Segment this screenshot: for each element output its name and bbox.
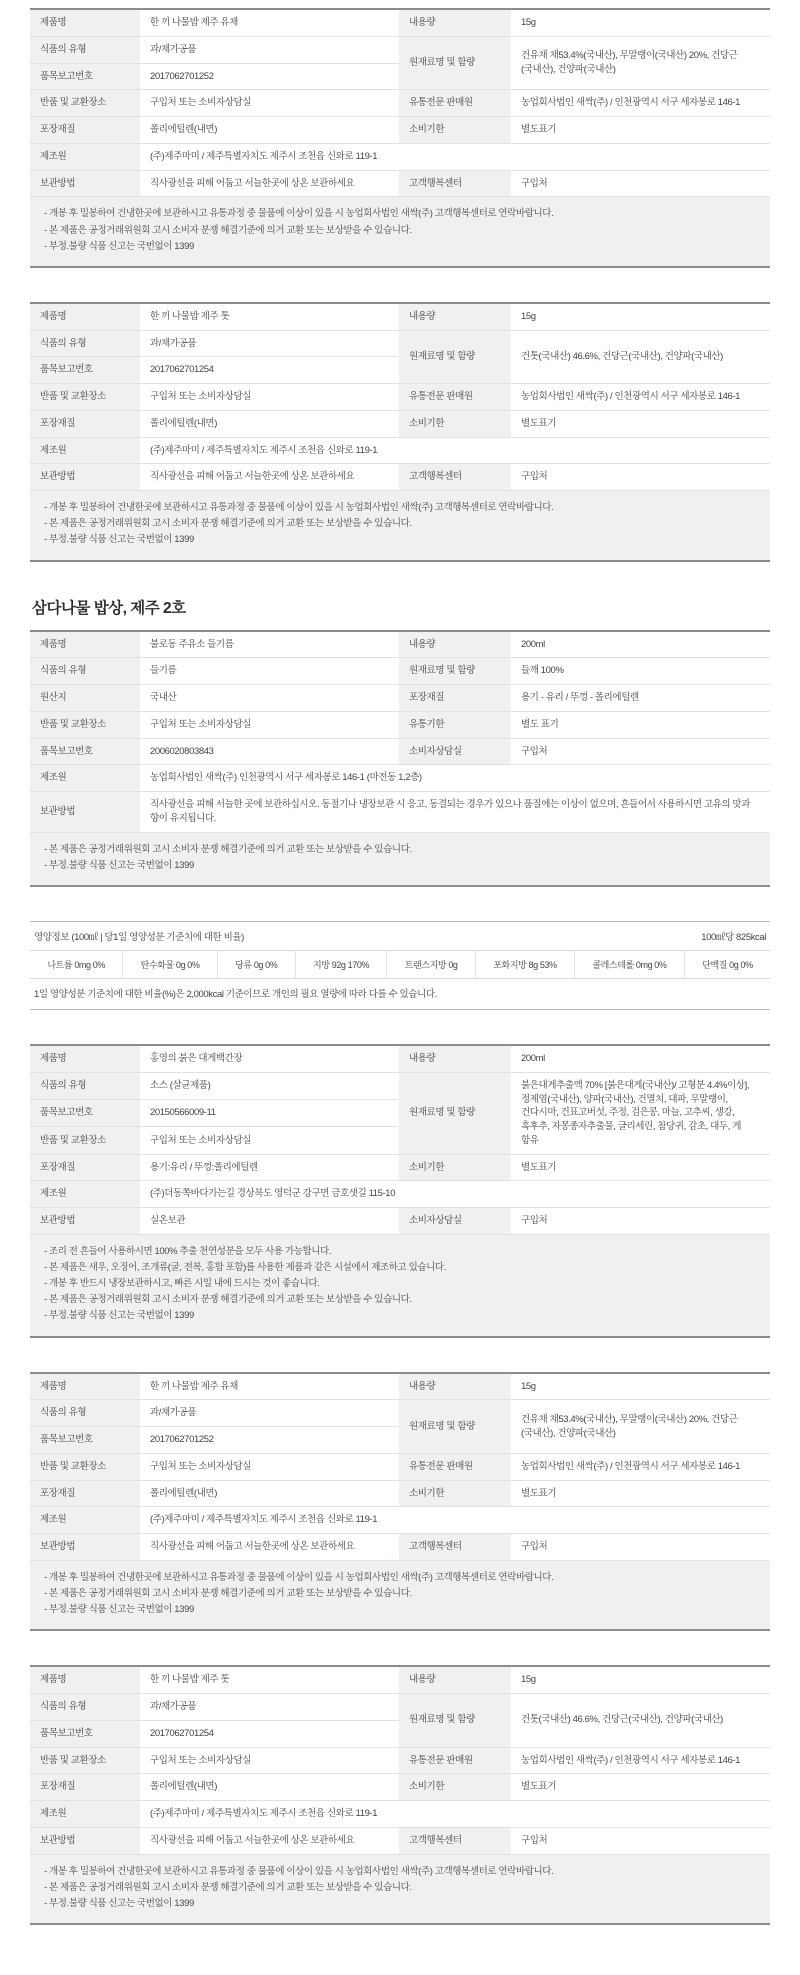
- value-food-type: 과/채가공품: [140, 1694, 399, 1721]
- value-ingredients: 붉은대게추출액 70% [붉은대게(국내산)/ 고형분 4.4%이상], 정제염(국내산), 양파(국내산), 건멸치, 대파, 무말랭이, 건다시마, 건표고버섯, 주정, 검은콩, 마늘, 고추씨, 생강, 흑후추, 자몽종자추출물, 글리세린, 참당귀, 감초, 대두, 게 함유: [511, 1072, 770, 1154]
- table-row: [30, 330, 770, 357]
- label-expiry: 소비기한: [399, 1154, 511, 1181]
- value-return-place: 구입처 또는 소비자상담실: [140, 384, 399, 411]
- value-expiry: 별도표기: [511, 117, 770, 144]
- label-package: 포장재질: [30, 1480, 140, 1507]
- value-food-type: 과/채가공품: [140, 330, 399, 357]
- table-row: [30, 1694, 770, 1721]
- label-return-place: 반품 및 교환장소: [30, 90, 140, 117]
- label-storage: 보관방법: [30, 1827, 140, 1854]
- value-volume: 15g: [511, 9, 770, 36]
- spec-table: [30, 1665, 770, 1854]
- label-report-no: 품목보고번호: [30, 63, 140, 90]
- spec-table: [30, 8, 770, 197]
- page-title: 삼다나물 밥상, 제주 2호: [32, 599, 186, 617]
- spec-table: [30, 1044, 770, 1235]
- label-return-place: 반품 및 교환장소: [30, 1747, 140, 1774]
- label-return-place: 반품 및 교환장소: [30, 711, 140, 738]
- label-ingredients: 원재료명 및 함량: [399, 1694, 511, 1748]
- label-package: 포장재질: [30, 1774, 140, 1801]
- value-ingredients: 건유채 채53.4%(국내산), 무말랭이(국내산) 20%, 건당근(국내산), 건양파(국내산): [511, 36, 770, 90]
- nutrition-facts: [30, 921, 770, 1010]
- table-row: [30, 711, 770, 738]
- table-row: [30, 437, 770, 464]
- label-report-no: 품목보고번호: [30, 357, 140, 384]
- label-maker: 제조원: [30, 1181, 140, 1208]
- nutrition-item: 나트륨 0mg 0%: [30, 951, 123, 978]
- value-maker: (주)더동쪽바다가는길 경상북도 영덕군 강구면 금호샛길 115-10: [140, 1181, 770, 1208]
- label-ingredients: 원재료명 및 함량: [399, 36, 511, 90]
- value-product-name: 한 끼 나물밥 제주 유채: [140, 1373, 399, 1400]
- value-product-name: 불로동 주유소 들기름: [140, 631, 399, 658]
- label-customer-center: 고객행복센터: [399, 170, 511, 197]
- note-line: - 개봉 후 밀봉하여 건냉한곳에 보관하시고 유통과정 중 물품에 이상이 있을 시 농업회사법인 새싹(주) 고객행복센터로 연락바랍니다.: [44, 1571, 554, 1583]
- product-block-daegae-baekganjang: [30, 1044, 770, 1338]
- nutrition-item: 당류 0g 0%: [218, 951, 296, 978]
- note-line: - 부정.불량 식품 신고는 국번없이 1399: [44, 1897, 194, 1909]
- product-block-jeju-tot-repeat: [30, 1665, 770, 1925]
- note-line: - 본 제품은 새우, 오징어, 조개류(굴, 전복, 홍합 포함)를 사용한 제품과 같은 시설에서 제조하고 있습니다.: [44, 1262, 446, 1273]
- label-storage: 보관방법: [30, 1208, 140, 1235]
- label-product-name: 제품명: [30, 1373, 140, 1400]
- value-consumer-desk: 구입처: [511, 738, 770, 765]
- note-line: - 부정.불량 식품 신고는 국번없이 1399: [44, 240, 194, 252]
- product-block-jeju-tot: [30, 302, 770, 562]
- table-row: [30, 631, 770, 658]
- label-package: 포장재질: [30, 410, 140, 437]
- table-row: [30, 792, 770, 833]
- table-row: [30, 1154, 770, 1181]
- value-maker: (주)제주마미 / 제주특별자치도 제주시 조천읍 신와로 119-1: [140, 437, 770, 464]
- table-row: [30, 1453, 770, 1480]
- nutrition-row: [30, 951, 770, 979]
- product-notes: [30, 833, 770, 887]
- product-notes: [30, 491, 770, 561]
- label-storage: 보관방법: [30, 464, 140, 491]
- label-volume: 내용량: [399, 1045, 511, 1072]
- spec-table: [30, 302, 770, 491]
- table-row: [30, 9, 770, 36]
- value-return-place: 구입처 또는 소비자상담실: [140, 90, 399, 117]
- table-row: [30, 36, 770, 63]
- value-report-no: 20150566009-11: [140, 1100, 399, 1127]
- value-customer-center: 구입처: [511, 1534, 770, 1561]
- value-maker: (주)제주마미 / 제주특별자치도 제주시 조천읍 신와로 119-1: [140, 1507, 770, 1534]
- label-storage: 보관방법: [30, 792, 140, 833]
- value-report-no: 2017062701252: [140, 63, 399, 90]
- value-report-no: 2006020803843: [140, 738, 399, 765]
- label-food-type: 식품의 유형: [30, 1400, 140, 1427]
- table-row: [30, 1480, 770, 1507]
- label-volume: 내용량: [399, 1373, 511, 1400]
- label-expiry: 소비기한: [399, 410, 511, 437]
- table-row: [30, 1801, 770, 1828]
- product-block-deulgireum: [30, 630, 770, 887]
- label-return-place: 반품 및 교환장소: [30, 384, 140, 411]
- label-food-type: 식품의 유형: [30, 658, 140, 685]
- table-row: [30, 765, 770, 792]
- label-customer-center: 고객행복센터: [399, 1534, 511, 1561]
- label-volume: 내용량: [399, 631, 511, 658]
- value-shelf-life: 별도 표기: [511, 711, 770, 738]
- spec-table: [30, 630, 770, 833]
- value-volume: 15g: [511, 1666, 770, 1693]
- table-row: [30, 143, 770, 170]
- nutrition-item: 지방 92g 170%: [296, 951, 388, 978]
- product-block-jeju-yuchae: [30, 8, 770, 268]
- note-line: - 본 제품은 공정거래위원회 고시 소비자 분쟁 해결기준에 의거 교환 또는 보상받을 수 있습니다.: [44, 518, 412, 530]
- table-row: [30, 90, 770, 117]
- nutrition-calories: 100㎖당 825kcal: [701, 931, 766, 943]
- value-food-type: 과/채가공품: [140, 1400, 399, 1427]
- label-ingredients: 원재료명 및 함량: [399, 330, 511, 384]
- nutrition-item: 트랜스지방 0g: [387, 951, 475, 978]
- value-volume: 200ml: [511, 631, 770, 658]
- label-return-place: 반품 및 교환장소: [30, 1127, 140, 1154]
- value-package: 폴리에틸렌(내면): [140, 1480, 399, 1507]
- value-storage: 직사광선을 피해 어둡고 서늘한곳에 상온 보관하세요: [140, 170, 399, 197]
- label-food-type: 식품의 유형: [30, 1694, 140, 1721]
- label-storage: 보관방법: [30, 170, 140, 197]
- nutrition-header: [30, 921, 770, 951]
- label-product-name: 제품명: [30, 1045, 140, 1072]
- label-report-no: 품목보고번호: [30, 1100, 140, 1127]
- note-line: - 개봉 후 밀봉하여 건냉한곳에 보관하시고 유통과정 중 물품에 이상이 있을 시 농업회사법인 새싹(주) 고객행복센터로 연락바랍니다.: [44, 1865, 554, 1877]
- value-expiry: 별도표기: [511, 1480, 770, 1507]
- value-volume: 15g: [511, 1373, 770, 1400]
- product-block-jeju-yuchae-repeat: [30, 1372, 770, 1632]
- table-row: [30, 1072, 770, 1099]
- label-customer-center: 고객행복센터: [399, 464, 511, 491]
- note-line: - 부정.불량 식품 신고는 국번없이 1399: [44, 859, 194, 871]
- label-expiry: 소비기한: [399, 1774, 511, 1801]
- table-row: [30, 410, 770, 437]
- label-ingredients: 원재료명 및 함량: [399, 658, 511, 685]
- label-product-name: 제품명: [30, 303, 140, 330]
- label-expiry: 소비기한: [399, 117, 511, 144]
- value-product-name: 한 끼 나물밥 제주 유채: [140, 9, 399, 36]
- label-expiry: 소비기한: [399, 1480, 511, 1507]
- table-row: [30, 1774, 770, 1801]
- label-package: 포장재질: [30, 1154, 140, 1181]
- value-ingredients: 건유채 채53.4%(국내산), 무말랭이(국내산) 20%, 건당근(국내산), 건양파(국내산): [511, 1400, 770, 1454]
- table-row: [30, 170, 770, 197]
- value-storage: 실온보관: [140, 1208, 399, 1235]
- note-line: - 개봉 후 밀봉하여 건냉한곳에 보관하시고 유통과정 중 물품에 이상이 있을 시 농업회사법인 새싹(주) 고객행복센터로 연락바랍니다.: [44, 502, 554, 514]
- table-row: [30, 1045, 770, 1072]
- value-distributor: 농업회사법인 새싹(주) / 인천광역시 서구 세자봉로 146-1: [511, 1453, 770, 1480]
- table-row: [30, 303, 770, 330]
- value-distributor: 농업회사법인 새싹(주) / 인천광역시 서구 세자봉로 146-1: [511, 1747, 770, 1774]
- nutrition-item: 포화지방 8g 53%: [476, 951, 575, 978]
- label-ingredients: 원재료명 및 함량: [399, 1072, 511, 1154]
- label-volume: 내용량: [399, 303, 511, 330]
- label-maker: 제조원: [30, 437, 140, 464]
- table-row: [30, 384, 770, 411]
- label-ingredients: 원재료명 및 함량: [399, 1400, 511, 1454]
- value-report-no: 2017062701254: [140, 357, 399, 384]
- note-line: - 본 제품은 공정거래위원회 고시 소비자 분쟁 해결기준에 의거 교환 또는 보상받을 수 있습니다.: [44, 1881, 412, 1893]
- label-distributor: 유통전문 판매원: [399, 384, 511, 411]
- value-return-place: 구입처 또는 소비자상담실: [140, 1747, 399, 1774]
- value-customer-center: 구입처: [511, 1827, 770, 1854]
- note-line: - 부정.불량 식품 신고는 국번없이 1399: [44, 1310, 194, 1322]
- value-package: 폴리에틸렌(내면): [140, 410, 399, 437]
- label-food-type: 식품의 유형: [30, 1072, 140, 1099]
- table-row: [30, 658, 770, 685]
- label-shelf-life: 유통기한: [399, 711, 511, 738]
- value-expiry: 별도표기: [511, 1154, 770, 1181]
- table-row: [30, 1507, 770, 1534]
- value-report-no: 2017062701254: [140, 1720, 399, 1747]
- value-customer-center: 구입처: [511, 464, 770, 491]
- value-maker: (주)제주마미 / 제주특별자치도 제주시 조천읍 신와로 119-1: [140, 143, 770, 170]
- product-notes: [30, 1561, 770, 1631]
- label-product-name: 제품명: [30, 9, 140, 36]
- value-package: 용기:유리 / 뚜껑:폴리에틸렌: [140, 1154, 399, 1181]
- label-consumer-desk: 소비자상담실: [399, 738, 511, 765]
- note-line: - 부정.불량 식품 신고는 국번없이 1399: [44, 534, 194, 546]
- label-customer-center: 고객행복센터: [399, 1827, 511, 1854]
- label-package: 포장재질: [399, 685, 511, 712]
- value-food-type: 소스 (살균제품): [140, 1072, 399, 1099]
- value-return-place: 구입처 또는 소비자상담실: [140, 1453, 399, 1480]
- nutrition-item: 탄수화물 0g 0%: [123, 951, 217, 978]
- note-line: - 본 제품은 공정거래위원회 고시 소비자 분쟁 해결기준에 의거 교환 또는 보상받을 수 있습니다.: [44, 1294, 412, 1306]
- value-expiry: 별도표기: [511, 410, 770, 437]
- value-return-place: 구입처 또는 소비자상담실: [140, 1127, 399, 1154]
- label-volume: 내용량: [399, 9, 511, 36]
- value-maker: 농업회사법인 새싹(주) 인천광역시 서구 세자봉로 146-1 (마전동 1,2층): [140, 765, 770, 792]
- value-food-type: 과/채가공품: [140, 36, 399, 63]
- note-line: - 개봉 후 밀봉하여 건냉한곳에 보관하시고 유통과정 중 물품에 이상이 있을 시 농업회사법인 새싹(주) 고객행복센터로 연락바랍니다.: [44, 208, 554, 220]
- value-return-place: 구입처 또는 소비자상담실: [140, 711, 399, 738]
- table-row: [30, 1373, 770, 1400]
- label-origin: 원산지: [30, 685, 140, 712]
- table-row: [30, 1827, 770, 1854]
- nutrition-item: 단백질 0g 0%: [702, 959, 753, 970]
- value-product-name: 홍영의 붉은 대게백간장: [140, 1045, 399, 1072]
- value-consumer-desk: 구입처: [511, 1208, 770, 1235]
- label-maker: 제조원: [30, 765, 140, 792]
- label-maker: 제조원: [30, 143, 140, 170]
- value-package: 폴리에틸렌(내면): [140, 1774, 399, 1801]
- table-row: [30, 1400, 770, 1427]
- value-report-no: 2017062701252: [140, 1427, 399, 1454]
- label-report-no: 품목보고번호: [30, 1427, 140, 1454]
- value-maker: (주)제주마미 / 제주특별자치도 제주시 조천읍 신와로 119-1: [140, 1801, 770, 1828]
- label-maker: 제조원: [30, 1507, 140, 1534]
- table-row: [30, 117, 770, 144]
- value-volume: 200ml: [511, 1045, 770, 1072]
- label-volume: 내용량: [399, 1666, 511, 1693]
- product-notes: [30, 197, 770, 267]
- label-report-no: 품목보고번호: [30, 1720, 140, 1747]
- note-line: - 본 제품은 공정거래위원회 고시 소비자 분쟁 해결기준에 의거 교환 또는 보상받을 수 있습니다.: [44, 1588, 412, 1600]
- table-row: [30, 1181, 770, 1208]
- value-distributor: 농업회사법인 새싹(주) / 인천광역시 서구 세자봉로 146-1: [511, 384, 770, 411]
- label-report-no: 품목보고번호: [30, 738, 140, 765]
- value-ingredients: 건톳(국내산) 46.6%, 건당근(국내산), 건양파(국내산): [511, 1694, 770, 1748]
- value-product-name: 한 끼 나물밥 제주 톳: [140, 303, 399, 330]
- value-package: 용기 - 유리 / 뚜껑 - 폴리에틸렌: [511, 685, 770, 712]
- note-line: - 조리 전 흔들어 사용하시면 100% 추출 천연성분을 모두 사용 가능합니다.: [44, 1245, 332, 1257]
- label-food-type: 식품의 유형: [30, 330, 140, 357]
- label-product-name: 제품명: [30, 631, 140, 658]
- table-row: [30, 1747, 770, 1774]
- note-line: - 본 제품은 공정거래위원회 고시 소비자 분쟁 해결기준에 의거 교환 또는 보상받을 수 있습니다.: [44, 224, 412, 236]
- table-row: [30, 464, 770, 491]
- note-line: - 부정.불량 식품 신고는 국번없이 1399: [44, 1604, 194, 1616]
- label-storage: 보관방법: [30, 1534, 140, 1561]
- value-package: 폴리에틸렌(내면): [140, 117, 399, 144]
- product-notes: [30, 1235, 770, 1338]
- table-row: [30, 1208, 770, 1235]
- product-notes: [30, 1855, 770, 1925]
- value-storage: 직사광선을 피해 어둡고 서늘한곳에 상온 보관하세요: [140, 1534, 399, 1561]
- label-distributor: 유통전문 판매원: [399, 90, 511, 117]
- label-distributor: 유통전문 판매원: [399, 1453, 511, 1480]
- value-product-name: 한 끼 나물밥 제주 톳: [140, 1666, 399, 1693]
- label-food-type: 식품의 유형: [30, 36, 140, 63]
- section-heading-wrap: [30, 596, 770, 618]
- value-expiry: 별도표기: [511, 1774, 770, 1801]
- nutrition-footnote: 1일 영양성분 기준치에 대한 비율(%)은 2,000kcal 기준이므로 개인의 필요 열량에 따라 다를 수 있습니다.: [30, 979, 770, 1010]
- note-line: - 개봉 후 반드시 냉장보관하시고, 빠른 시일 내에 드시는 것이 좋습니다.: [44, 1278, 320, 1290]
- nutrition-heading: 영양정보 (100㎖ | 당1일 영양성분 기준치에 대한 비율): [34, 931, 244, 943]
- table-row: [30, 1666, 770, 1693]
- label-return-place: 반품 및 교환장소: [30, 1453, 140, 1480]
- label-maker: 제조원: [30, 1801, 140, 1828]
- value-origin: 국내산: [140, 685, 399, 712]
- value-storage: 직사광선을 피해 어둡고 서늘한곳에 상온 보관하세요: [140, 464, 399, 491]
- table-row: [30, 738, 770, 765]
- label-product-name: 제품명: [30, 1666, 140, 1693]
- value-food-type: 들기름: [140, 658, 399, 685]
- label-consumer-desk: 소비자상담실: [399, 1208, 511, 1235]
- spec-table: [30, 1372, 770, 1561]
- value-ingredients: 건톳(국내산) 46.6%, 건당근(국내산), 건양파(국내산): [511, 330, 770, 384]
- label-package: 포장재질: [30, 117, 140, 144]
- value-customer-center: 구입처: [511, 170, 770, 197]
- nutrition-item: 콜레스테롤 0mg 0%: [575, 951, 685, 978]
- value-distributor: 농업회사법인 새싹(주) / 인천광역시 서구 세자봉로 146-1: [511, 90, 770, 117]
- note-line: - 본 제품은 공정거래위원회 고시 소비자 분쟁 해결기준에 의거 교환 또는 보상받을 수 있습니다.: [44, 843, 412, 855]
- value-storage: 직사광선을 피해 어둡고 서늘한곳에 상온 보관하세요: [140, 1827, 399, 1854]
- label-distributor: 유통전문 판매원: [399, 1747, 511, 1774]
- table-row: [30, 685, 770, 712]
- table-row: [30, 1534, 770, 1561]
- value-ingredients: 들깨 100%: [511, 658, 770, 685]
- value-storage: 직사광선을 피해 서늘한 곳에 보관하십시오. 동절기나 냉장보관 시 응고, 동결되는 경우가 있으나 품질에는 이상이 없으며, 흔들어서 사용하시면 고유의 맛과 향이 유지됩니다.: [140, 792, 770, 833]
- value-volume: 15g: [511, 303, 770, 330]
